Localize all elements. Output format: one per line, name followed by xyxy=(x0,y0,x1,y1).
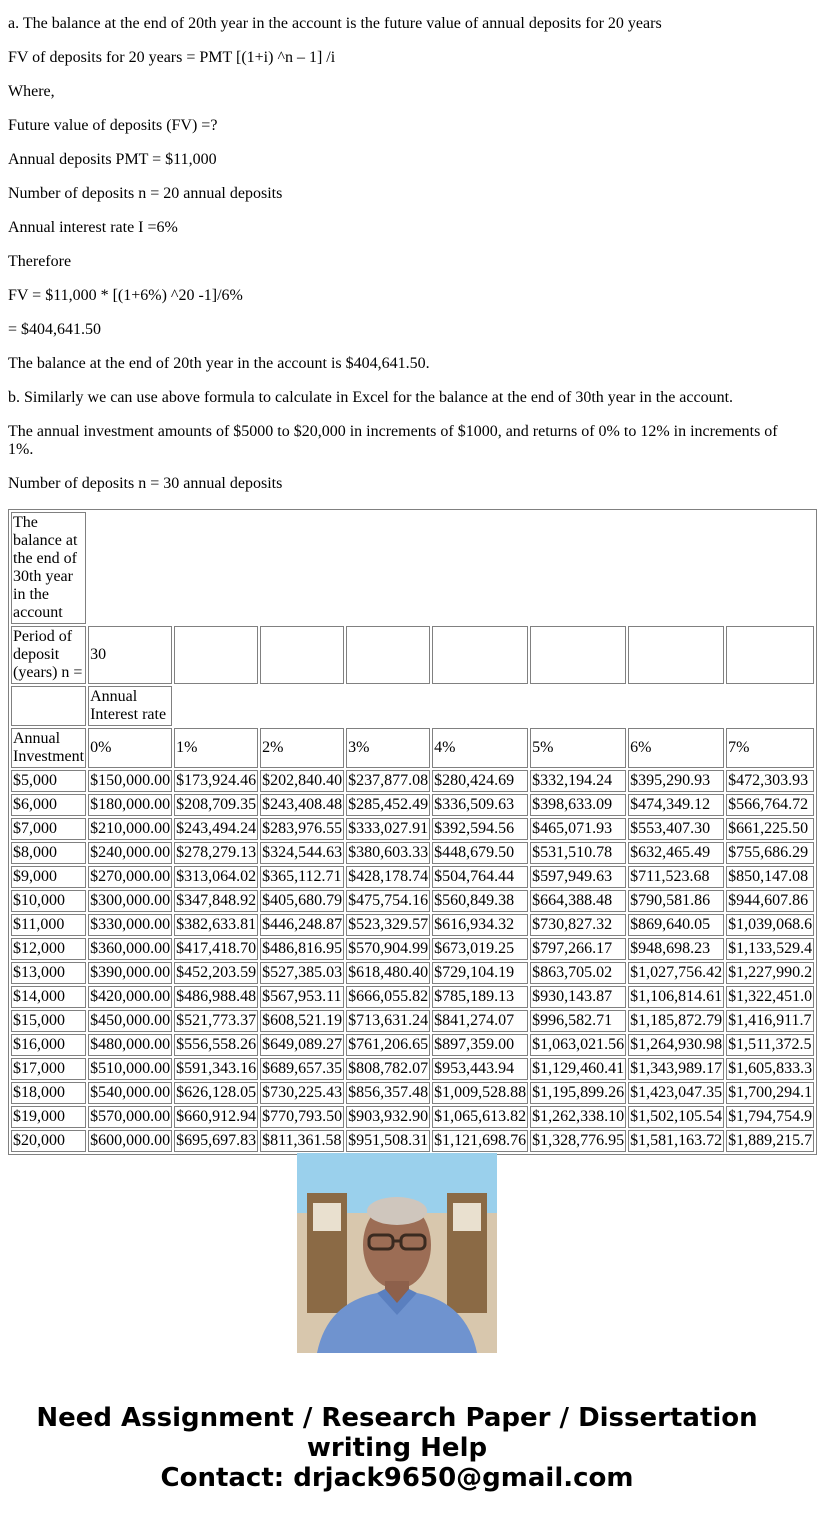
balance-value-cell: $560,849.38 xyxy=(432,890,528,912)
balance-value-cell: $661,225.50 xyxy=(726,818,814,840)
period-row xyxy=(11,626,814,684)
balance-value-cell: $237,877.08 xyxy=(346,770,430,792)
table-row xyxy=(11,866,814,888)
balance-value-cell: $405,680.79 xyxy=(260,890,344,912)
table-row xyxy=(11,1010,814,1032)
balance-value-cell: $1,511,372.5 xyxy=(726,1034,814,1056)
table-row xyxy=(11,1106,814,1128)
balance-value-cell: $540,000.00 xyxy=(88,1082,172,1104)
balance-value-cell: $504,764.44 xyxy=(432,866,528,888)
balance-value-cell: $666,055.82 xyxy=(346,986,430,1008)
balance-value-cell: $660,912.94 xyxy=(174,1106,258,1128)
balance-value-cell: $1,889,215.7 xyxy=(726,1130,814,1152)
balance-value-cell: $591,343.16 xyxy=(174,1058,258,1080)
paragraph-number-deposits-30: Number of deposits n = 30 annual deposits xyxy=(8,475,283,492)
balance-value-cell: $1,423,047.35 xyxy=(628,1082,724,1104)
balance-value-cell: $1,322,451.0 xyxy=(726,986,814,1008)
balance-value-cell: $1,121,698.76 xyxy=(432,1130,528,1152)
paragraph-part-a-intro: a. The balance at the end of 20th year in the account is the future value of annual deposits for 20 years xyxy=(8,15,662,32)
balance-value-cell: $1,195,899.26 xyxy=(530,1082,626,1104)
balance-value-cell: $695,697.83 xyxy=(174,1130,258,1152)
table-row xyxy=(11,818,814,840)
balance-value-cell: $618,480.40 xyxy=(346,962,430,984)
balance-value-cell: $1,581,163.72 xyxy=(628,1130,724,1152)
balance-value-cell: $347,848.92 xyxy=(174,890,258,912)
balance-value-cell: $1,039,068.6 xyxy=(726,914,814,936)
balance-value-cell: $1,700,294.1 xyxy=(726,1082,814,1104)
table-title-cell: The balance at the end of 30th year in the account xyxy=(11,512,86,624)
investment-amount-cell: $17,000 xyxy=(11,1058,86,1080)
balance-value-cell: $486,816.95 xyxy=(260,938,344,960)
footer-contact: Contact: drjack9650@gmail.com xyxy=(160,1463,634,1493)
balance-value-cell: $570,904.99 xyxy=(346,938,430,960)
rates-header-row xyxy=(11,728,814,768)
rate-header-cell: 7% xyxy=(726,728,814,768)
balance-value-cell: $996,582.71 xyxy=(530,1010,626,1032)
balance-value-cell: $944,607.86 xyxy=(726,890,814,912)
balance-value-cell: $897,359.00 xyxy=(432,1034,528,1056)
balance-value-cell: $1,065,613.82 xyxy=(432,1106,528,1128)
paragraph-therefore: Therefore xyxy=(8,253,72,270)
balance-value-cell: $531,510.78 xyxy=(530,842,626,864)
balance-table xyxy=(8,509,817,1155)
investment-amount-cell: $13,000 xyxy=(11,962,86,984)
balance-value-cell: $761,206.65 xyxy=(346,1034,430,1056)
table-title-row xyxy=(11,512,814,624)
balance-value-cell: $689,657.35 xyxy=(260,1058,344,1080)
balance-value-cell: $730,827.32 xyxy=(530,914,626,936)
author-photo-illustration xyxy=(297,1153,497,1353)
balance-value-cell: $300,000.00 xyxy=(88,890,172,912)
balance-value-cell: $392,594.56 xyxy=(432,818,528,840)
paragraph-fv-result: = $404,641.50 xyxy=(8,321,102,338)
balance-value-cell: $1,129,460.41 xyxy=(530,1058,626,1080)
investment-amount-cell: $20,000 xyxy=(11,1130,86,1152)
table-row xyxy=(11,1082,814,1104)
balance-value-cell: $1,264,930.98 xyxy=(628,1034,724,1056)
balance-value-cell: $150,000.00 xyxy=(88,770,172,792)
balance-value-cell: $278,279.13 xyxy=(174,842,258,864)
table-row xyxy=(11,842,814,864)
investment-amount-cell: $5,000 xyxy=(11,770,86,792)
balance-value-cell: $597,949.63 xyxy=(530,866,626,888)
balance-value-cell: $452,203.59 xyxy=(174,962,258,984)
paragraph-fv-formula: FV of deposits for 20 years = PMT [(1+i) ^n – 1] /i xyxy=(8,49,336,66)
author-photo xyxy=(297,1153,497,1353)
investment-label-cell: Annual Investment xyxy=(11,728,86,768)
balance-value-cell: $324,544.63 xyxy=(260,842,344,864)
balance-value-cell: $951,508.31 xyxy=(346,1130,430,1152)
balance-value-cell: $1,794,754.9 xyxy=(726,1106,814,1128)
balance-value-cell: $450,000.00 xyxy=(88,1010,172,1032)
balance-value-cell: $616,934.32 xyxy=(432,914,528,936)
footer-banner xyxy=(0,1403,794,1493)
balance-value-cell: $1,063,021.56 xyxy=(530,1034,626,1056)
balance-value-cell: $953,443.94 xyxy=(432,1058,528,1080)
balance-value-cell: $270,000.00 xyxy=(88,866,172,888)
table-row xyxy=(11,986,814,1008)
balance-value-cell: $649,089.27 xyxy=(260,1034,344,1056)
paragraph-pmt: Annual deposits PMT = $11,000 xyxy=(8,151,217,168)
empty-cell xyxy=(628,626,724,684)
balance-value-cell: $1,185,872.79 xyxy=(628,1010,724,1032)
balance-value-cell: $330,000.00 xyxy=(88,914,172,936)
balance-value-cell: $566,764.72 xyxy=(726,794,814,816)
investment-amount-cell: $14,000 xyxy=(11,986,86,1008)
balance-value-cell: $1,227,990.2 xyxy=(726,962,814,984)
balance-value-cell: $395,290.93 xyxy=(628,770,724,792)
paragraph-where: Where, xyxy=(8,83,55,100)
balance-value-cell: $486,988.48 xyxy=(174,986,258,1008)
balance-value-cell: $521,773.37 xyxy=(174,1010,258,1032)
balance-value-cell: $903,932.90 xyxy=(346,1106,430,1128)
balance-value-cell: $365,112.71 xyxy=(260,866,344,888)
table-row xyxy=(11,938,814,960)
balance-value-cell: $180,000.00 xyxy=(88,794,172,816)
table-row xyxy=(11,770,814,792)
rate-label-row xyxy=(11,686,814,726)
balance-value-cell: $797,266.17 xyxy=(530,938,626,960)
balance-value-cell: $608,521.19 xyxy=(260,1010,344,1032)
rate-header-cell: 6% xyxy=(628,728,724,768)
empty-cell xyxy=(530,626,626,684)
balance-table-container xyxy=(8,509,813,1149)
balance-value-cell: $523,329.57 xyxy=(346,914,430,936)
table-row xyxy=(11,1130,814,1152)
paragraph-fv-definition: Future value of deposits (FV) =? xyxy=(8,117,218,134)
investment-amount-cell: $12,000 xyxy=(11,938,86,960)
table-row xyxy=(11,962,814,984)
balance-value-cell: $285,452.49 xyxy=(346,794,430,816)
balance-value-cell: $474,349.12 xyxy=(628,794,724,816)
balance-value-cell: $280,424.69 xyxy=(432,770,528,792)
empty-cell xyxy=(432,626,528,684)
balance-value-cell: $472,303.93 xyxy=(726,770,814,792)
empty-cell xyxy=(260,626,344,684)
investment-amount-cell: $18,000 xyxy=(11,1082,86,1104)
balance-value-cell: $333,027.91 xyxy=(346,818,430,840)
investment-amount-cell: $19,000 xyxy=(11,1106,86,1128)
balance-value-cell: $390,000.00 xyxy=(88,962,172,984)
balance-value-cell: $428,178.74 xyxy=(346,866,430,888)
balance-value-cell: $210,000.00 xyxy=(88,818,172,840)
balance-value-cell: $480,000.00 xyxy=(88,1034,172,1056)
rate-header-cell: 3% xyxy=(346,728,430,768)
table-row xyxy=(11,794,814,816)
balance-value-cell: $711,523.68 xyxy=(628,866,724,888)
table-row xyxy=(11,1034,814,1056)
balance-value-cell: $398,633.09 xyxy=(530,794,626,816)
balance-value-cell: $465,071.93 xyxy=(530,818,626,840)
period-label-cell: Period of deposit (years) n = xyxy=(11,626,86,684)
balance-value-cell: $1,262,338.10 xyxy=(530,1106,626,1128)
investment-amount-cell: $16,000 xyxy=(11,1034,86,1056)
balance-value-cell: $730,225.43 xyxy=(260,1082,344,1104)
balance-value-cell: $1,106,814.61 xyxy=(628,986,724,1008)
balance-value-cell: $173,924.46 xyxy=(174,770,258,792)
balance-value-cell: $1,416,911.7 xyxy=(726,1010,814,1032)
investment-amount-cell: $9,000 xyxy=(11,866,86,888)
balance-value-cell: $770,793.50 xyxy=(260,1106,344,1128)
investment-amount-cell: $7,000 xyxy=(11,818,86,840)
balance-value-cell: $755,686.29 xyxy=(726,842,814,864)
balance-value-cell: $869,640.05 xyxy=(628,914,724,936)
balance-value-cell: $729,104.19 xyxy=(432,962,528,984)
table-row xyxy=(11,914,814,936)
paragraph-balance-20th: The balance at the end of 20th year in the account is $404,641.50. xyxy=(8,355,430,372)
balance-value-cell: $841,274.07 xyxy=(432,1010,528,1032)
balance-value-cell: $336,509.63 xyxy=(432,794,528,816)
balance-value-cell: $420,000.00 xyxy=(88,986,172,1008)
balance-value-cell: $243,494.24 xyxy=(174,818,258,840)
balance-value-cell: $1,009,528.88 xyxy=(432,1082,528,1104)
footer-line-2: writing Help xyxy=(306,1433,488,1463)
balance-value-cell: $1,343,989.17 xyxy=(628,1058,724,1080)
paragraph-interest-rate: Annual interest rate I =6% xyxy=(8,219,178,236)
paragraph-fv-calculation: FV = $11,000 * [(1+6%) ^20 -1]/6% xyxy=(8,287,243,304)
balance-value-cell: $790,581.86 xyxy=(628,890,724,912)
investment-amount-cell: $10,000 xyxy=(11,890,86,912)
balance-value-cell: $475,754.16 xyxy=(346,890,430,912)
balance-value-cell: $553,407.30 xyxy=(628,818,724,840)
balance-value-cell: $313,064.02 xyxy=(174,866,258,888)
balance-value-cell: $243,408.48 xyxy=(260,794,344,816)
balance-value-cell: $1,027,756.42 xyxy=(628,962,724,984)
balance-value-cell: $808,782.07 xyxy=(346,1058,430,1080)
balance-value-cell: $811,361.58 xyxy=(260,1130,344,1152)
empty-cell xyxy=(346,626,430,684)
balance-value-cell: $1,502,105.54 xyxy=(628,1106,724,1128)
balance-value-cell: $713,631.24 xyxy=(346,1010,430,1032)
balance-value-cell: $332,194.24 xyxy=(530,770,626,792)
balance-value-cell: $382,633.81 xyxy=(174,914,258,936)
balance-value-cell: $930,143.87 xyxy=(530,986,626,1008)
balance-value-cell: $202,840.40 xyxy=(260,770,344,792)
balance-value-cell: $664,388.48 xyxy=(530,890,626,912)
investment-amount-cell: $8,000 xyxy=(11,842,86,864)
paragraph-number-of-deposits: Number of deposits n = 20 annual deposits xyxy=(8,185,283,202)
balance-value-cell: $785,189.13 xyxy=(432,986,528,1008)
balance-value-cell: $417,418.70 xyxy=(174,938,258,960)
empty-cell xyxy=(174,626,258,684)
rate-header-cell: 2% xyxy=(260,728,344,768)
investment-amount-cell: $6,000 xyxy=(11,794,86,816)
balance-value-cell: $626,128.05 xyxy=(174,1082,258,1104)
rate-header-cell: 0% xyxy=(88,728,172,768)
balance-value-cell: $1,605,833.3 xyxy=(726,1058,814,1080)
balance-value-cell: $570,000.00 xyxy=(88,1106,172,1128)
balance-value-cell: $360,000.00 xyxy=(88,938,172,960)
balance-value-cell: $850,147.08 xyxy=(726,866,814,888)
balance-value-cell: $856,357.48 xyxy=(346,1082,430,1104)
investment-amount-cell: $15,000 xyxy=(11,1010,86,1032)
balance-value-cell: $673,019.25 xyxy=(432,938,528,960)
rate-header-cell: 5% xyxy=(530,728,626,768)
investment-amount-cell: $11,000 xyxy=(11,914,86,936)
balance-value-cell: $448,679.50 xyxy=(432,842,528,864)
balance-value-cell: $283,976.55 xyxy=(260,818,344,840)
balance-value-cell: $527,385.03 xyxy=(260,962,344,984)
rate-header-cell: 1% xyxy=(174,728,258,768)
empty-cell xyxy=(11,686,86,726)
footer-line-1: Need Assignment / Research Paper / Dissertation xyxy=(36,1403,758,1433)
balance-value-cell: $510,000.00 xyxy=(88,1058,172,1080)
balance-value-cell: $1,328,776.95 xyxy=(530,1130,626,1152)
balance-value-cell: $1,133,529.4 xyxy=(726,938,814,960)
table-row xyxy=(11,890,814,912)
balance-value-cell: $446,248.87 xyxy=(260,914,344,936)
paragraph-part-b: b. Similarly we can use above formula to calculate in Excel for the balance at the end of 30th year in the account. xyxy=(8,389,734,406)
balance-value-cell: $556,558.26 xyxy=(174,1034,258,1056)
table-row xyxy=(11,1058,814,1080)
balance-value-cell: $208,709.35 xyxy=(174,794,258,816)
rate-header-cell: 4% xyxy=(432,728,528,768)
balance-value-cell: $632,465.49 xyxy=(628,842,724,864)
period-value-cell: 30 xyxy=(88,626,172,684)
balance-value-cell: $948,698.23 xyxy=(628,938,724,960)
balance-value-cell: $240,000.00 xyxy=(88,842,172,864)
paragraph-investment-ranges: The annual investment amounts of $5000 to $20,000 in increments of $1000, and returns of 0% to 12% in increments of 1%. xyxy=(8,423,778,458)
balance-value-cell: $380,603.33 xyxy=(346,842,430,864)
rate-label-cell: Annual Interest rate xyxy=(88,686,172,726)
balance-value-cell: $863,705.02 xyxy=(530,962,626,984)
balance-value-cell: $567,953.11 xyxy=(260,986,344,1008)
empty-cell xyxy=(726,626,814,684)
balance-value-cell: $600,000.00 xyxy=(88,1130,172,1152)
